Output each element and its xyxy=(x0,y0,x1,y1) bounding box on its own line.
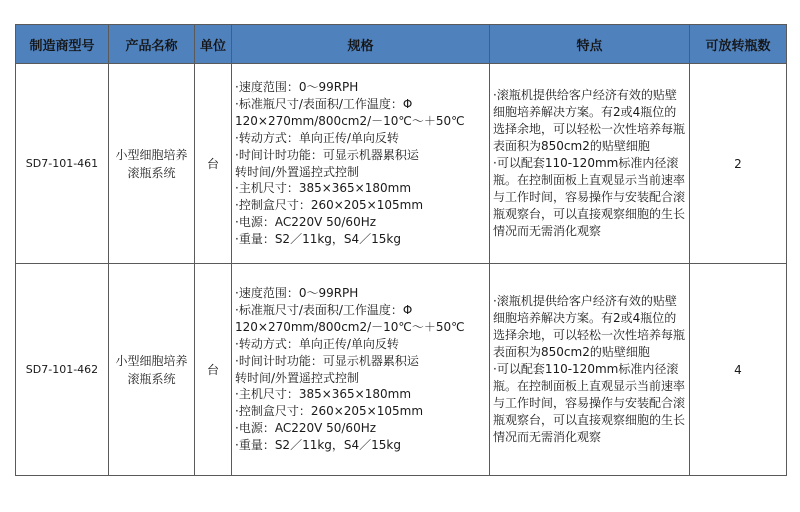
spec-line: 120×270mm/800cm2/－10℃～＋50℃ xyxy=(235,113,465,128)
header-features: 特点 xyxy=(490,25,690,64)
features-cell xyxy=(490,264,690,476)
features-cell xyxy=(490,64,690,264)
table-row xyxy=(16,264,787,476)
spec-line: ·速度范围：0～99RPH xyxy=(235,285,359,300)
product-name-cell: 小型细胞培养滚瓶系统 xyxy=(109,64,195,264)
spec-line: ·转动方式：单向正传/单向反转 xyxy=(235,130,399,145)
bottle-count-cell: 4 xyxy=(690,264,787,476)
spec-line: 120×270mm/800cm2/－10℃～＋50℃ xyxy=(235,319,465,334)
header-unit: 单位 xyxy=(195,25,232,64)
header-product-name: 产品名称 xyxy=(109,25,195,64)
spec-cell xyxy=(232,264,490,476)
model-cell: SD7-101-462 xyxy=(16,264,109,476)
feature-paragraph: ·滚瓶机提供给客户经济有效的贴壁细胞培养解决方案。有2或4瓶位的选择余地，可以轻松一次性培养每瓶表面积为850cm2的贴壁细胞 xyxy=(493,294,686,360)
header-row xyxy=(16,25,787,64)
product-table xyxy=(15,24,787,476)
spec-cell xyxy=(232,64,490,264)
spec-line: ·重量：S2／11kg，S4／15kg xyxy=(235,232,401,247)
spec-line: ·电源：AC220V 50/60Hz xyxy=(235,421,377,436)
header-bottle-count: 可放转瓶数 xyxy=(690,25,787,64)
unit-cell: 台 xyxy=(195,264,232,476)
header-model: 制造商型号 xyxy=(16,25,109,64)
spec-line: ·控制盒尺寸：260×205×105mm xyxy=(235,404,424,419)
spec-line: ·电源：AC220V 50/60Hz xyxy=(235,215,377,230)
feature-paragraph: ·可以配套110-120mm标准内径滚瓶。在控制面板上直观显示当前速率与工作时间，容易操作与安装配合滚瓶观察台，可以直接观察细胞的生长情况而无需消化观察 xyxy=(493,156,686,238)
bottle-count-cell: 2 xyxy=(690,64,787,264)
spec-line: ·速度范围：0～99RPH xyxy=(235,79,359,94)
header-spec: 规格 xyxy=(232,25,490,64)
spec-line: ·控制盒尺寸：260×205×105mm xyxy=(235,198,424,213)
model-cell: SD7-101-461 xyxy=(16,64,109,264)
spec-line: ·时间计时功能：可显示机器累积运 xyxy=(235,353,419,368)
feature-paragraph: ·可以配套110-120mm标准内径滚瓶。在控制面板上直观显示当前速率与工作时间，容易操作与安装配合滚瓶观察台，可以直接观察细胞的生长情况而无需消化观察 xyxy=(493,362,686,444)
spec-line: ·标准瓶尺寸/表面积/工作温度：Φ xyxy=(235,96,413,111)
spec-line: ·标准瓶尺寸/表面积/工作温度：Φ xyxy=(235,302,413,317)
spec-line: ·时间计时功能：可显示机器累积运 xyxy=(235,147,419,162)
spec-line: ·重量：S2／11kg，S4／15kg xyxy=(235,438,401,453)
spec-line: ·主机尺寸：385×365×180mm xyxy=(235,181,412,196)
spec-line: ·转动方式：单向正传/单向反转 xyxy=(235,336,399,351)
spec-line: ·主机尺寸：385×365×180mm xyxy=(235,387,412,402)
product-table-container xyxy=(15,24,787,476)
spec-line: 转时间/外置遥控式控制 xyxy=(235,164,360,179)
product-name-cell: 小型细胞培养滚瓶系统 xyxy=(109,264,195,476)
spec-line: 转时间/外置遥控式控制 xyxy=(235,370,360,385)
unit-cell: 台 xyxy=(195,64,232,264)
feature-paragraph: ·滚瓶机提供给客户经济有效的贴壁细胞培养解决方案。有2或4瓶位的选择余地，可以轻松一次性培养每瓶表面积为850cm2的贴壁细胞 xyxy=(493,88,686,154)
table-row xyxy=(16,64,787,264)
